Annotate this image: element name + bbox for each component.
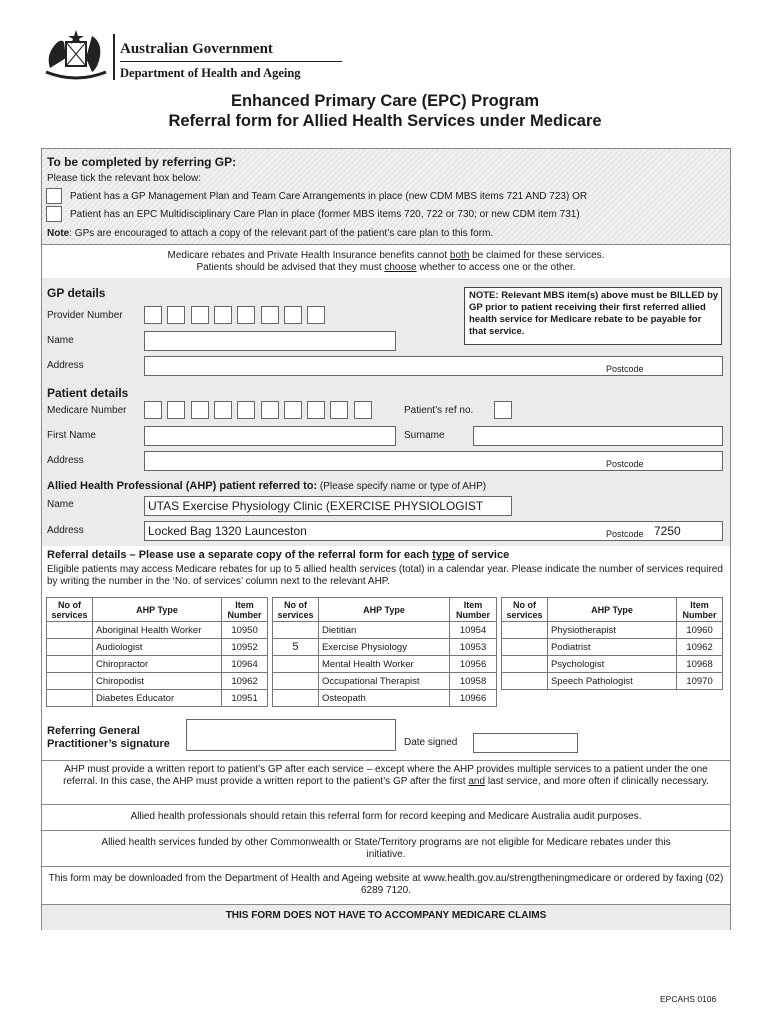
ahp-type-cell: Podiatrist [547,639,676,656]
item-number-header: Item Number [222,598,268,622]
gp-section-instruction: Please tick the relevant box below: [47,173,201,184]
logo-divider [113,34,115,80]
table-row [47,673,268,690]
patient-postcode-label: Postcode [606,459,644,469]
rebates-text: Medicare rebates and Private Health Insurance benefits cannot [167,250,450,261]
services-count-input[interactable] [47,690,93,707]
rebates-text: Patients should be advised that they must [196,262,385,273]
referral-text: Eligible patients may access Medicare rebates for up to 5 allied health services (total) in a calendar year. Please indicate the number of services required by writing the number in the ‘No. of services’ column next to the relevant AHP. [47,564,723,587]
services-count-input[interactable] [273,656,319,673]
ahp-name-label: Name [47,499,74,510]
services-count-input[interactable]: 5 [273,639,319,656]
ahp-type-cell: Osteopath [318,690,449,707]
divider [42,244,730,245]
no-of-services-header: No of services [47,598,93,622]
table-row [47,656,268,673]
retain-notice: Allied health professionals should retain this referral form for record keeping and Medicare Australia audit purposes. [130,811,642,822]
ahp-type-cell: Diabetes Educator [92,690,221,707]
date-signed-label: Date signed [404,737,458,748]
provider-digit-box[interactable] [237,306,255,324]
ahp-type-cell: Chiropodist [92,673,221,690]
signature-input[interactable] [186,719,396,751]
provider-digit-box[interactable] [261,306,279,324]
provider-digit-box[interactable] [214,306,232,324]
item-number-cell: 10956 [450,656,497,673]
gp-details-heading: GP details [47,286,106,300]
signature-label-2: Practitioner’s signature [47,738,170,750]
ahp-heading-note: (Please specify name or type of AHP) [317,481,487,492]
rebates-text: be claimed for these services. [469,250,605,261]
table-header-row [502,598,723,622]
item-number-cell: 10954 [450,622,497,639]
divider [42,804,730,805]
ahp-table-3 [501,597,723,690]
provider-digit-box[interactable] [144,306,162,324]
coat-of-arms-logo [42,28,110,82]
item-number-header: Item Number [677,598,723,622]
gov-title: Australian Government [120,41,273,57]
referral-heading-emphasis: type [432,549,455,561]
ahp-postcode-value: 7250 [654,524,681,538]
table-row [47,690,268,707]
services-count-input[interactable] [273,622,319,639]
ahp-type-cell: Mental Health Worker [318,656,449,673]
gp-postcode-label: Postcode [606,364,644,374]
provider-digit-box[interactable] [284,306,302,324]
gp-address-label: Address [47,360,84,371]
ahp-postcode-label: Postcode [606,529,644,539]
ahp-address-input[interactable]: Locked Bag 1320 Launceston [144,521,723,541]
rebates-emphasis: choose [384,262,417,273]
table-row [47,622,268,639]
services-count-input[interactable] [502,656,548,673]
table-row [273,690,497,707]
services-count-input[interactable] [502,673,548,690]
medicare-digit-box[interactable] [330,401,348,419]
item-number-cell: 10952 [222,639,268,656]
claims-notice: THIS FORM DOES NOT HAVE TO ACCOMPANY MEDICARE CLAIMS [225,910,547,921]
medicare-digit-box[interactable] [237,401,255,419]
gp-note-label: Note [47,228,70,239]
table-row [273,656,497,673]
medicare-digit-box[interactable] [261,401,279,419]
services-count-input[interactable] [47,656,93,673]
item-number-cell: 10951 [222,690,268,707]
ahp-type-header: AHP Type [318,598,449,622]
surname-label: Surname [404,430,445,441]
ahp-table-1 [46,597,268,707]
referral-heading-text: Referral details – Please use a separate copy of the referral form for each [47,549,433,561]
divider [42,866,730,867]
item-number-cell: 10950 [222,622,268,639]
care-plan-checkbox-2[interactable] [46,206,62,222]
date-signed-input[interactable] [473,733,578,753]
referral-heading [47,549,509,561]
table-row [273,673,497,690]
table-row [47,639,268,656]
ahp-type-header: AHP Type [547,598,676,622]
table-header-row [47,598,268,622]
item-number-cell: 10968 [677,656,723,673]
medicare-digit-box[interactable] [354,401,372,419]
services-count-input[interactable] [47,673,93,690]
ahp-type-cell: Speech Pathologist [547,673,676,690]
care-plan-option-2: Patient has an EPC Multidisciplinary Care Plan in place (former MBS items 720, 722 or 730; or new CDM item 731) [70,209,580,220]
ahp-type-cell: Aboriginal Health Worker [92,622,221,639]
patient-ref-label: Patient’s ref no. [404,405,474,416]
provider-digit-box[interactable] [191,306,209,324]
item-number-cell: 10958 [450,673,497,690]
funded-notice: Allied health services funded by other Commonwealth or State/Territory programs are not eligible for Medicare rebates under this initiative. [101,837,671,860]
ahp-name-input[interactable]: UTAS Exercise Physiology Clinic (EXERCISE PHYSIOLOGIST [144,496,512,516]
ahp-type-cell: Audiologist [92,639,221,656]
gp-note [47,228,493,239]
form-title-1: Enhanced Primary Care (EPC) Program [230,92,540,110]
divider [42,830,730,831]
ahp-heading [47,480,486,492]
provider-number-label: Provider Number [47,310,123,321]
gp-name-input[interactable] [144,331,396,351]
ahp-type-cell: Exercise Physiology [318,639,449,656]
services-count-input[interactable] [502,639,548,656]
ahp-heading-text: Allied Health Professional (AHP) patient referred to: [47,480,318,492]
medicare-digit-box[interactable] [307,401,325,419]
table-row [502,673,723,690]
notice-text: last service, and more often if clinically necessary. [485,776,709,787]
table-header-row [273,598,497,622]
table-row [273,622,497,639]
medicare-digit-box[interactable] [284,401,302,419]
item-number-cell: 10953 [450,639,497,656]
no-of-services-header: No of services [273,598,319,622]
no-of-services-header: No of services [502,598,548,622]
download-notice: This form may be downloaded from the Department of Health and Ageing website at www.health.gov.au/strengtheningmedicare or ordered by faxing (02) 6289 7120. [48,873,724,896]
services-count-input[interactable] [273,673,319,690]
gp-name-label: Name [47,335,74,346]
medicare-digit-box[interactable] [167,401,185,419]
signature-label-1: Referring General [47,725,140,737]
rebates-emphasis: both [449,250,470,261]
services-count-input[interactable] [502,622,548,639]
ahp-report-notice [46,764,726,788]
gov-underline [120,61,342,62]
first-name-label: First Name [47,430,96,441]
care-plan-option-1: Patient has a GP Management Plan and Team Care Arrangements in place (new CDM MBS items 721 AND 723) OR [70,191,588,202]
form-title-2: Referral form for Allied Health Services under Medicare [168,112,602,130]
patient-ref-input[interactable] [494,401,512,419]
first-name-input[interactable] [144,426,396,446]
rebates-line-2 [42,262,730,273]
notice-text: AHP must provide a written report to patient’s GP after each service – except where the AHP provides multiple services to a patient under the one referral. In this case, the AHP must provide a written report to the patient’s GP after the first [63,764,708,787]
services-count-input[interactable] [47,622,93,639]
referral-heading-text: of service [454,549,510,561]
table-row [502,622,723,639]
medicare-digit-box[interactable] [191,401,209,419]
item-number-cell: 10962 [222,673,268,690]
provider-digit-box[interactable] [167,306,185,324]
patient-address-label: Address [47,455,84,466]
item-number-cell: 10962 [677,639,723,656]
ahp-address-label: Address [47,525,84,536]
gp-section-heading: To be completed by referring GP: [47,155,237,169]
services-count-input[interactable] [273,690,319,707]
divider [42,760,730,761]
ahp-type-cell: Physiotherapist [547,622,676,639]
rebates-text: whether to access one or the other. [416,262,576,273]
item-number-cell: 10966 [450,690,497,707]
item-number-cell: 10964 [222,656,268,673]
ahp-type-header: AHP Type [92,598,221,622]
table-row [273,639,497,656]
form-code: EPCAHS 0106 [660,994,717,1004]
department-title: Department of Health and Ageing [120,66,301,80]
ahp-type-cell: Occupational Therapist [318,673,449,690]
rebates-line-1 [42,250,730,261]
medicare-digit-box[interactable] [144,401,162,419]
mbs-billing-note-text: NOTE: Relevant MBS item(s) above must be BILLED by GP prior to patient receiving their first referred allied health service for Medicare rebate to be payable for that service. [469,290,719,337]
services-count-input[interactable] [47,639,93,656]
provider-digit-box[interactable] [307,306,325,324]
care-plan-checkbox-1[interactable] [46,188,62,204]
medicare-number-label: Medicare Number [47,405,127,416]
item-number-cell: 10960 [677,622,723,639]
table-row [502,639,723,656]
ahp-type-cell: Psychologist [547,656,676,673]
medicare-digit-box[interactable] [214,401,232,419]
ahp-table-2 [272,597,497,707]
item-number-header: Item Number [450,598,497,622]
surname-input[interactable] [473,426,723,446]
ahp-type-cell: Chiropractor [92,656,221,673]
gp-note-text: : GPs are encouraged to attach a copy of the relevant part of the patient’s care plan to this form. [69,228,494,239]
item-number-cell: 10970 [677,673,723,690]
notice-emphasis: and [468,776,486,787]
ahp-type-cell: Dietitian [318,622,449,639]
table-row [502,656,723,673]
patient-details-heading: Patient details [47,386,129,400]
